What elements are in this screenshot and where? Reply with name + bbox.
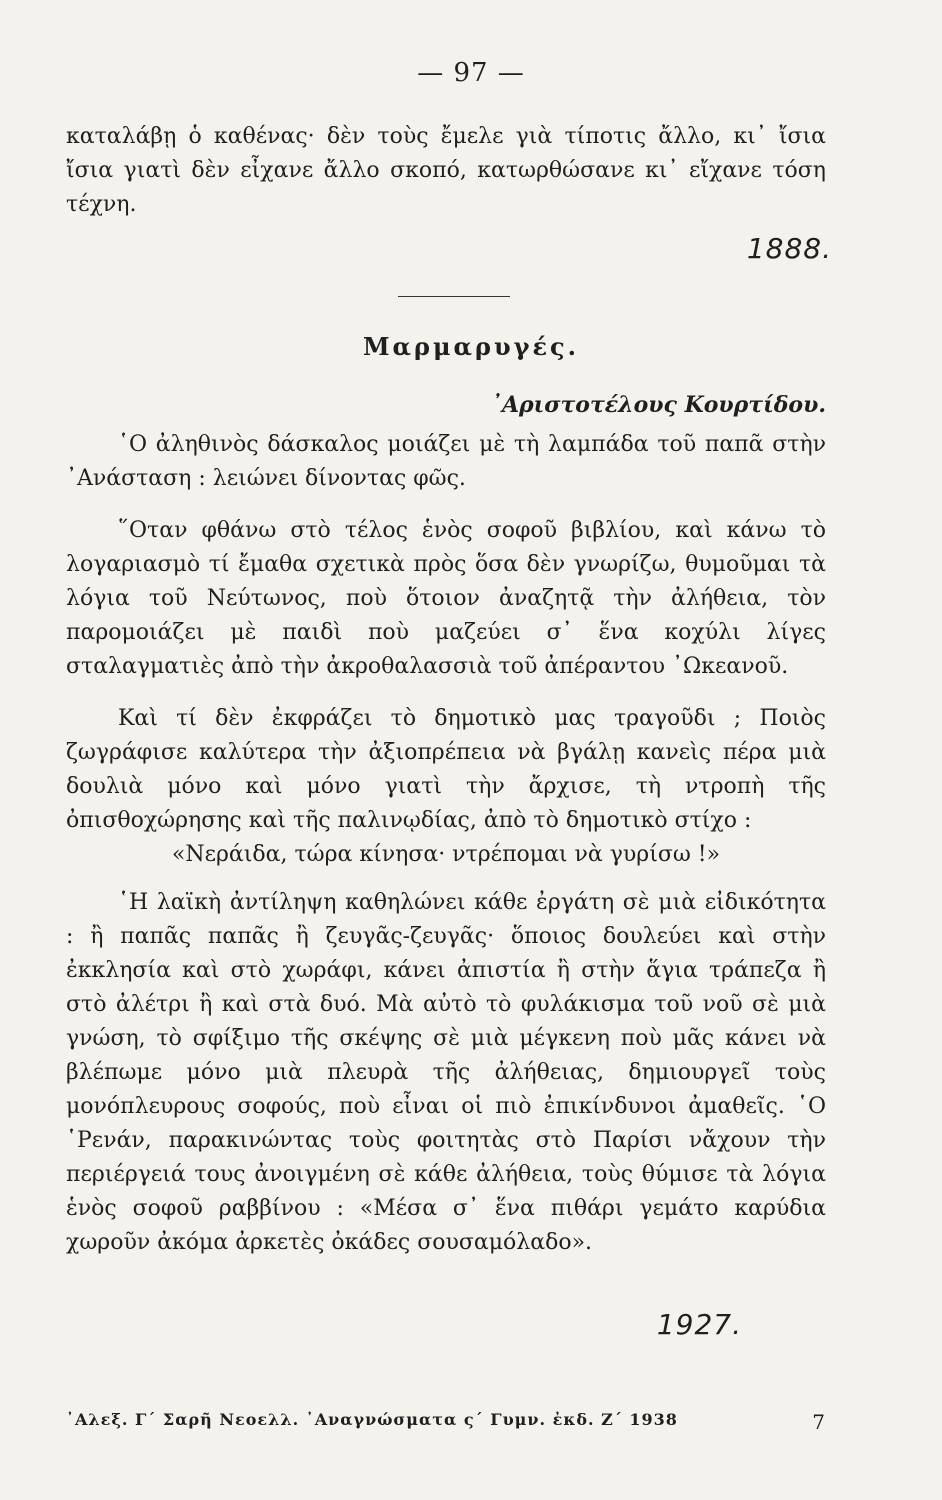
paragraph-1: ῾Ο ἀληθινὸς δάσκαλος μοιάζει μὲ τὴ λαμπάδα τοῦ παπᾶ στὴν ᾽Ανάσταση : λειώνει δίνοντας φῶς.	[66, 432, 826, 491]
section-divider	[398, 296, 510, 297]
paragraph-4: ῾Η λαϊκὴ ἀντίληψη καθηλώνει κάθε ἐργάτη σὲ μιὰ εἰδικότητα : ἢ παπᾶς παπᾶς ἢ ζευγᾶς-ζευγᾶς· ὅποιος δουλεύει καὶ στὴν ἐκκλησία καὶ στὸ χωράφι, κάνει ἀπιστία ἢ στὴν ἅγια τράπεζα ἢ στὸ ἀλέτρι ἢ καὶ στὰ δυό. Μὰ αὐτὸ τὸ φυλάκισμα τοῦ νοῦ σὲ μιὰ γνώση, τὸ σφίξιμο τῆς σκέψης σὲ μιὰ μέγκενη ποὺ μᾶς κάνει νὰ βλέπωμε μόνο μιὰ πλευρὰ τῆς ἀλήθειας, δημιουργεῖ τοὺς μονόπλευρους σοφούς, ποὺ εἶναι οἱ πιὸ ἐπικίνδυνοι ἀμαθεῖς. ῾Ο ῾Ρενάν, παρακινώντας τοὺς φοιτητὰς στὸ Παρίσι νἄχουν τὴν περιέργειά τους ἀνοιγμένη σὲ κάθε ἀλήθεια, τοὺς θύμισε τὰ λόγια ἑνὸς σοφοῦ ραββίνου : «Μέσα σ᾽ ἕνα πιθάρι γεμάτο καρύδια χωροῦν ἀκόμα ἀρκετὲς ὀκάδες σουσαμόλαδο».	[66, 890, 826, 1255]
date-1927: 1927.	[656, 1308, 742, 1341]
section-author: ᾽Αριστοτέλους Κουρτίδου.	[490, 392, 826, 418]
verse-line: «Νεράιδα, τώρα κίνησα· ντρέπομαι νὰ γυρίσω !»	[171, 842, 721, 867]
intro-text: καταλάβῃ ὁ καθένας· δὲν τοὺς ἔμελε γιὰ τίποτις ἄλλο, κι᾽ ἴσια ἴσια γιατὶ δὲν εἶχανε ἄλλο σκοπό, κατωρθώσανε κι᾽ εἴχανε τόση τέχνη.	[66, 124, 826, 217]
date-1888: 1888.	[746, 232, 832, 265]
section-title: Μαρμαρυγές.	[362, 332, 580, 361]
main-text	[66, 428, 826, 1260]
footer-source: ᾽Αλεξ. Γ΄ Σαρῆ Νεοελλ. ᾽Αναγνώσματα ς΄ Γυμν. ἐκδ. Ζ΄ 1938	[66, 1410, 678, 1429]
paragraph-2: ῞Οταν φθάνω στὸ τέλος ἑνὸς σοφοῦ βιβλίου, καὶ κάνω τὸ λογαριασμὸ τί ἔμαθα σχετικὰ πρὸς ὅσα δὲν γνωρίζω, θυμοῦμαι τὰ λόγια τοῦ Νεύτωνος, ποὺ ὅτοιον ἀναζητᾷ τὴν ἀλήθεια, τὸν παρομοιάζει μὲ παιδὶ ποὺ μαζεύει σ᾽ ἕνα κοχύλι λίγες σταλαγματιὲς ἀπὸ τὴν ἀκροθαλασσιὰ τοῦ ἀπέραντου ᾽Ωκεανοῦ.	[66, 518, 826, 679]
signature-mark: 7	[812, 1410, 826, 1434]
footer	[66, 1410, 826, 1434]
intro-paragraph	[66, 120, 826, 222]
page-number: — 97 —	[417, 58, 525, 88]
paragraph-3: Καὶ τί δὲν ἐκφράζει τὸ δημοτικὸ μας τραγοῦδι ; Ποιὸς ζωγράφισε καλύτερα τὴν ἀξιοπρέπεια νὰ βγάλῃ κανεὶς πέρα μιὰ δουλιὰ μόνο καὶ μόνο γιατὶ τὴν ἄρχισε, τὴ ντροπὴ τῆς ὀπισθοχώρησης καὶ τῆς παλινῳδίας, ἀπὸ τὸ δημοτικὸ στίχο :	[66, 706, 826, 833]
